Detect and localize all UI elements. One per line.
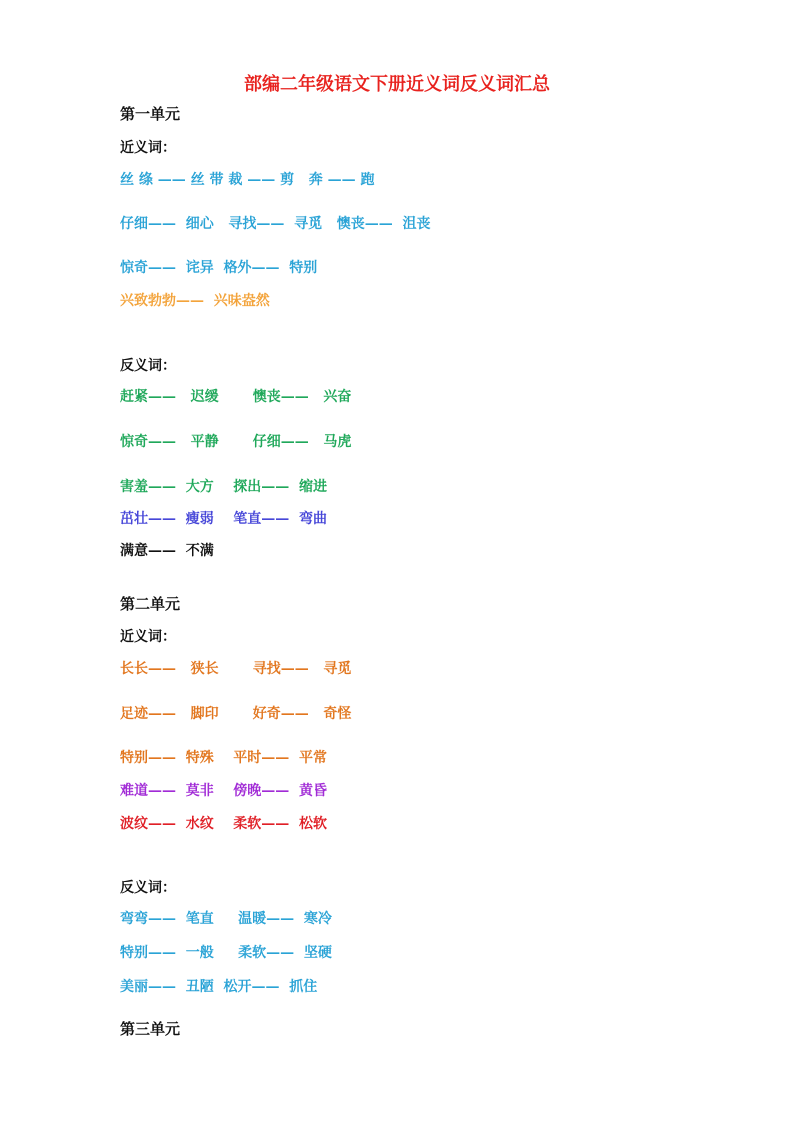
unit1-synonym-row-3: 惊奇—— 诧异 格外—— 特别: [120, 260, 318, 276]
unit3-heading: 第三单元: [120, 1020, 181, 1038]
unit1-synonym-row-1: 丝 绦 —— 丝 带 裁 —— 剪 奔 —— 跑: [120, 172, 375, 188]
unit2-synonyms-label: 近义词：: [120, 629, 176, 645]
unit1-antonym-row-3: 害羞—— 大方 探出—— 缩进: [120, 479, 327, 495]
unit2-synonym-row-4: 难道—— 莫非 傍晚—— 黄昏: [120, 783, 327, 799]
unit1-antonym-row-4: 茁壮—— 瘦弱 笔直—— 弯曲: [120, 511, 327, 527]
unit1-synonym-row-2: 仔细—— 细心 寻找—— 寻觅 懊丧—— 沮丧: [120, 216, 431, 232]
unit1-antonym-row-1: 赶紧—— 迟缓 懊丧—— 兴奋: [120, 389, 352, 405]
unit1-antonyms-label: 反义词：: [120, 358, 176, 374]
unit1-synonym-row-4: 兴致勃勃—— 兴味盎然: [120, 293, 270, 309]
unit2-antonym-row-1: 弯弯—— 笔直 温暖—— 寒冷: [120, 911, 332, 927]
unit2-antonym-row-3: 美丽—— 丑陋 松开—— 抓住: [120, 979, 318, 995]
unit2-antonyms-label: 反义词：: [120, 880, 176, 896]
unit2-synonym-row-3: 特别—— 特殊 平时—— 平常: [120, 750, 327, 766]
unit1-heading: 第一单元: [120, 105, 181, 123]
unit2-synonym-row-1: 长长—— 狭长 寻找—— 寻觅: [120, 661, 352, 677]
unit1-synonyms-label: 近义词：: [120, 140, 176, 156]
unit2-synonym-row-5: 波纹—— 水纹 柔软—— 松软: [120, 816, 327, 832]
unit2-heading: 第二单元: [120, 595, 181, 613]
unit1-antonym-row-5: 满意—— 不满: [120, 543, 214, 559]
unit1-antonym-row-2: 惊奇—— 平静 仔细—— 马虎: [120, 434, 352, 450]
page-title: 部编二年级语文下册近义词反义词汇总: [244, 74, 550, 95]
unit2-synonym-row-2: 足迹—— 脚印 好奇—— 奇怪: [120, 706, 352, 722]
unit2-antonym-row-2: 特别—— 一般 柔软—— 坚硬: [120, 945, 332, 961]
